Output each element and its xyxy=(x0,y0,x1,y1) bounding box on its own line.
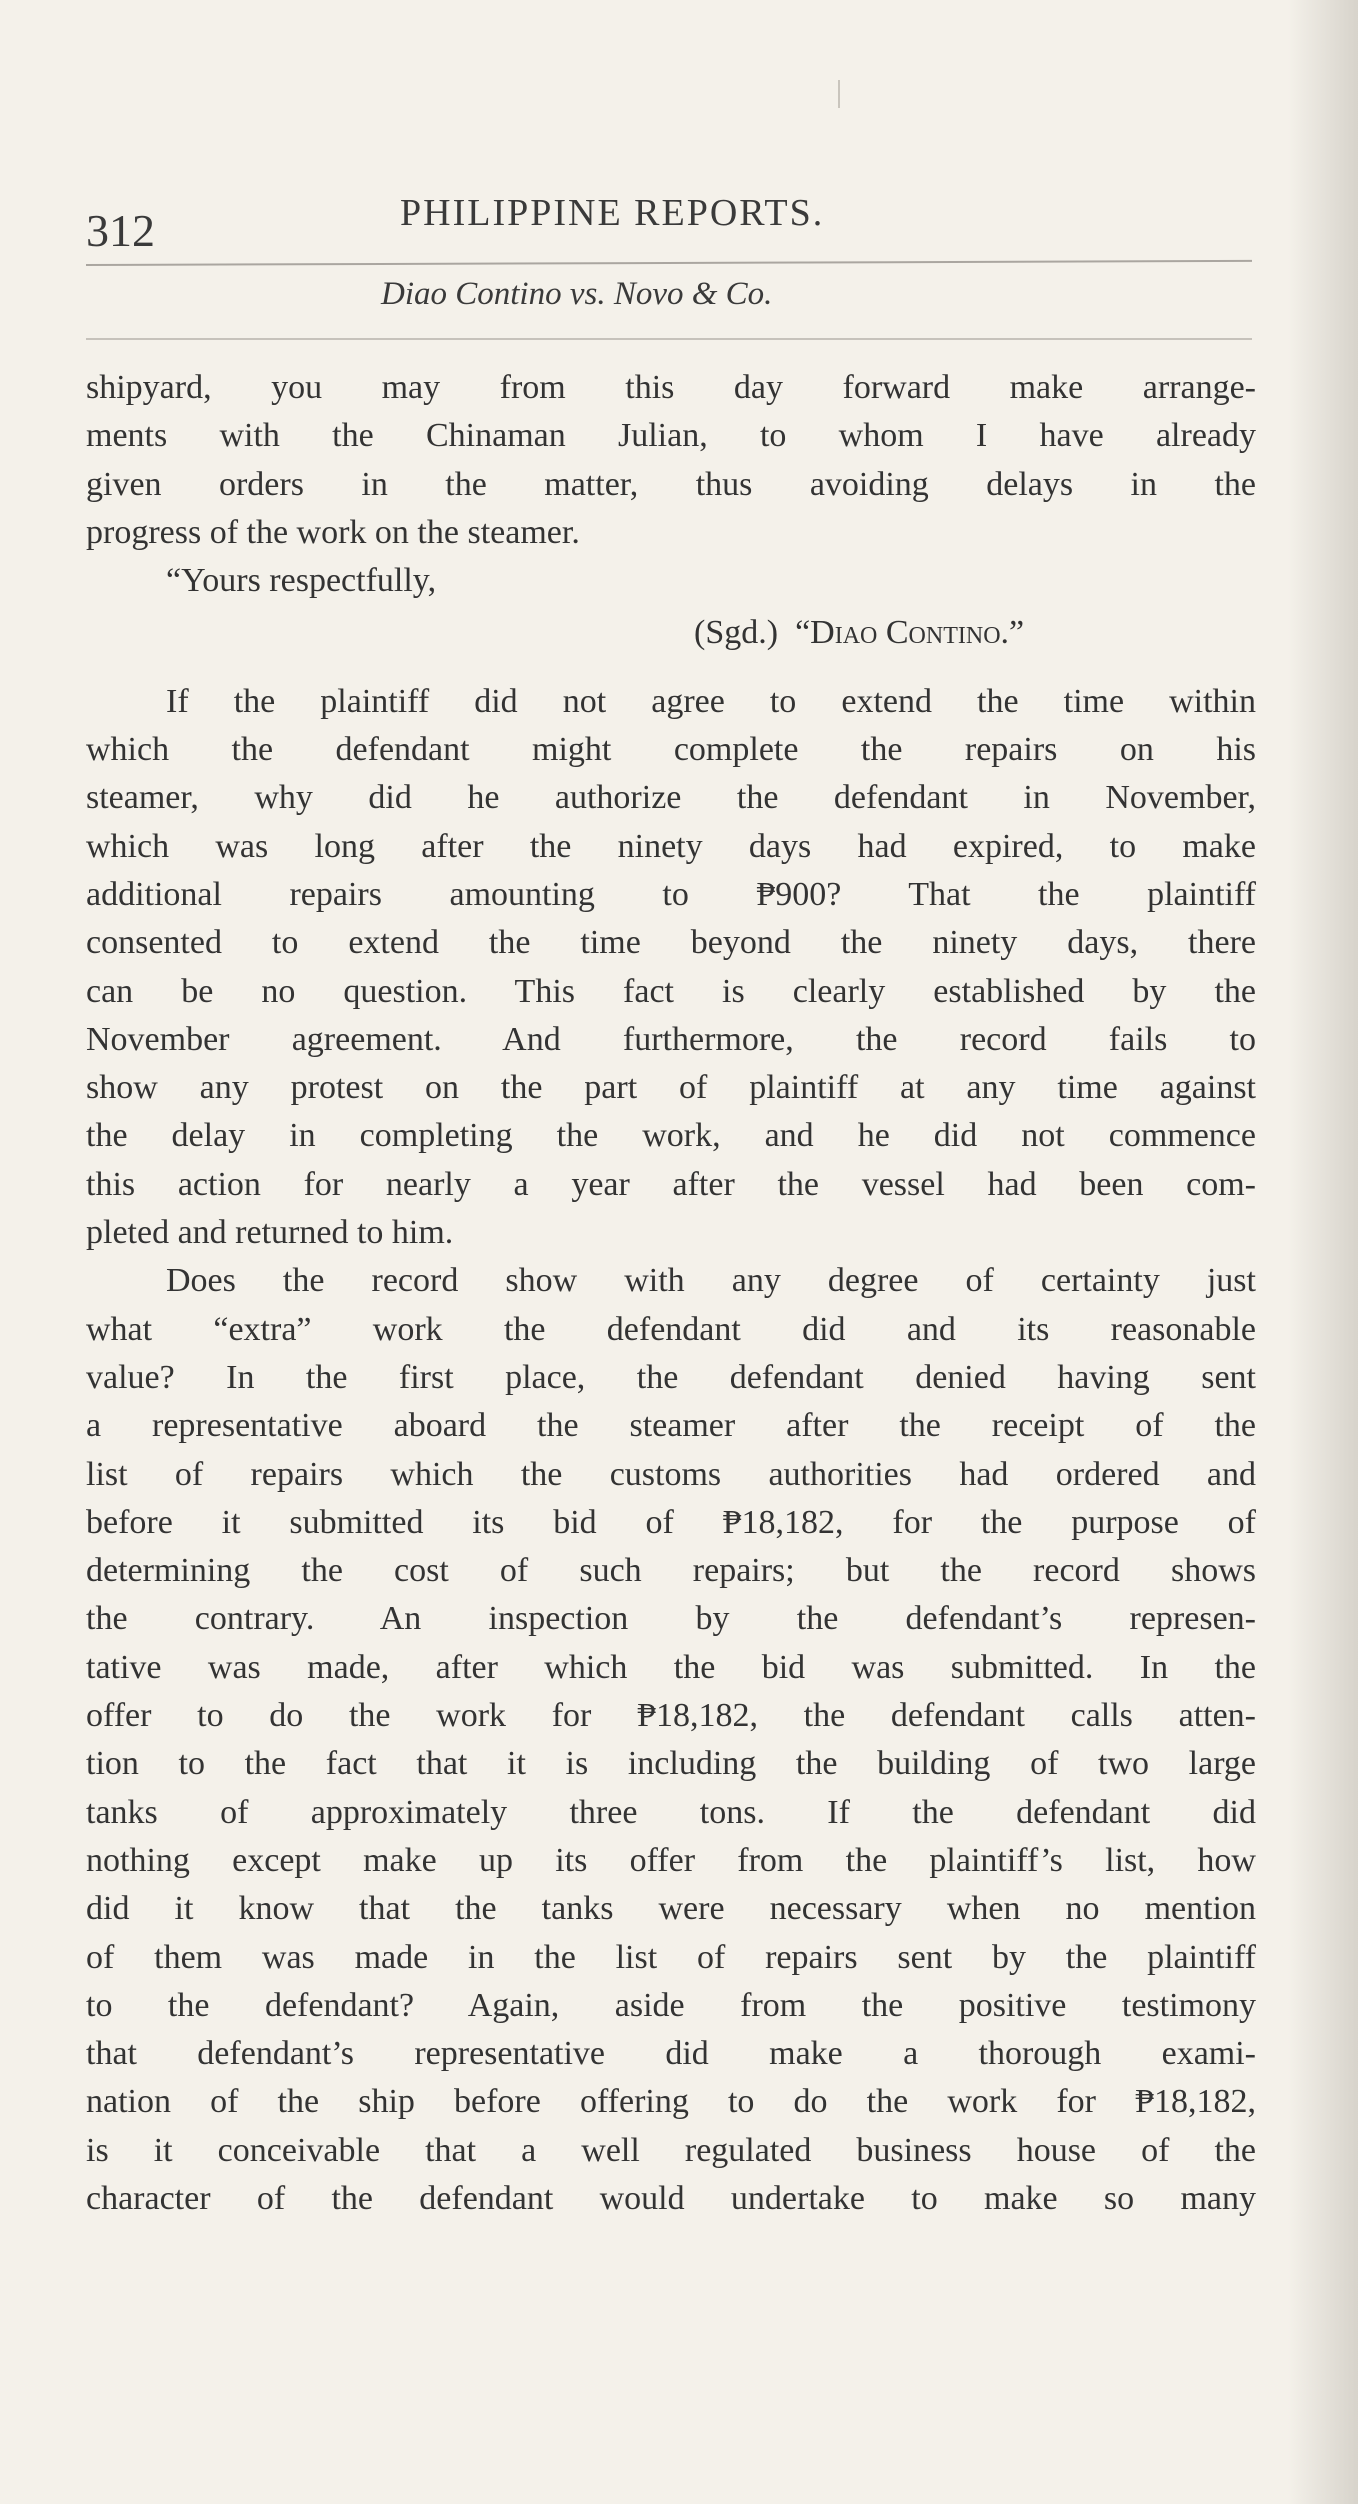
text-line: pleted and returned to him. xyxy=(86,1214,454,1252)
text-line: additional repairs amounting to ₱900? That the plaintiff xyxy=(86,875,1256,913)
running-head: PHILIPPINE REPORTS. xyxy=(400,192,825,234)
text-line: tative was made, after which the bid was submitted. In the xyxy=(86,1648,1256,1686)
text-line: given orders in the matter, thus avoiding delays in the xyxy=(86,465,1256,503)
letter-signature xyxy=(86,609,1256,657)
letter-closing: “Yours respectfully, xyxy=(166,562,437,600)
text-line: steamer, why did he authorize the defendant in November, xyxy=(86,779,1256,817)
text-line: offer to do the work for ₱18,182, the defendant calls atten- xyxy=(86,1697,1256,1735)
text-line: ments with the Chinaman Julian, to whom I have already xyxy=(86,417,1256,455)
paragraph-2 xyxy=(86,1257,1256,2223)
page-edge-shadow xyxy=(1288,0,1358,2504)
text-line: tion to the fact that it is including the building of two large xyxy=(86,1745,1256,1783)
text-line: before it submitted its bid of ₱18,182, for the purpose of xyxy=(86,1503,1256,1541)
text-line: the contrary. An inspection by the defendant’s represen- xyxy=(86,1600,1256,1638)
text-line: of them was made in the list of repairs sent by the plaintiff xyxy=(86,1938,1256,1976)
text-line: character of the defendant would undertake to make so many xyxy=(86,2179,1256,2217)
text-line: progress of the work on the steamer. xyxy=(86,513,580,551)
paragraph-1 xyxy=(86,678,1256,1258)
text-line: Does the record show with any degree of certainty just xyxy=(166,1262,1256,1300)
text-line: to the defendant? Again, aside from the positive testimony xyxy=(86,1986,1256,2024)
page-number: 312 xyxy=(86,205,155,256)
letter-excerpt xyxy=(86,364,1256,658)
text-line: tanks of approximately three tons. If the defendant did xyxy=(86,1793,1256,1831)
text-line: show any protest on the part of plaintiff at any time against xyxy=(86,1069,1256,1107)
signature-prefix: (Sgd.) xyxy=(694,614,779,652)
text-line: did it know that the tanks were necessary when no mention xyxy=(86,1890,1256,1928)
text-line: determining the cost of such repairs; but the record shows xyxy=(86,1552,1256,1590)
case-title-rule xyxy=(86,338,1252,340)
text-line: the delay in completing the work, and he did not commence xyxy=(86,1117,1256,1155)
text-line: November agreement. And furthermore, the record fails to xyxy=(86,1020,1256,1058)
text-line: what “extra” work the defendant did and its reasonable xyxy=(86,1310,1256,1348)
scan-mark xyxy=(838,80,840,108)
text-line: which was long after the ninety days had expired, to make xyxy=(86,827,1256,865)
text-line: shipyard, you may from this day forward make arrange- xyxy=(86,369,1256,406)
text-line: a representative aboard the steamer after the receipt of the xyxy=(86,1407,1256,1445)
text-line: value? In the first place, the defendant denied having sent xyxy=(86,1358,1256,1396)
text-line: consented to extend the time beyond the ninety days, there xyxy=(86,924,1256,962)
signature-name: “Diao Contino.” xyxy=(795,614,1025,652)
text-line: is it conceivable that a well regulated business house of the xyxy=(86,2131,1256,2169)
text-line: nothing except make up its offer from the plaintiff’s list, how xyxy=(86,1841,1256,1879)
text-line: which the defendant might complete the repairs on his xyxy=(86,731,1256,769)
text-line: can be no question. This fact is clearly established by the xyxy=(86,972,1256,1010)
text-line: list of repairs which the customs authorities had ordered and xyxy=(86,1455,1256,1493)
text-line: nation of the ship before offering to do the work for ₱18,182, xyxy=(86,2083,1256,2121)
text-line: If the plaintiff did not agree to extend the time within xyxy=(166,682,1256,720)
text-line: that defendant’s representative did make a thorough exami- xyxy=(86,2035,1256,2073)
text-line: this action for nearly a year after the vessel had been com- xyxy=(86,1165,1256,1203)
header-rule xyxy=(86,260,1252,266)
case-title: Diao Contino vs. Novo & Co. xyxy=(381,276,773,312)
body-text xyxy=(86,364,1256,2223)
